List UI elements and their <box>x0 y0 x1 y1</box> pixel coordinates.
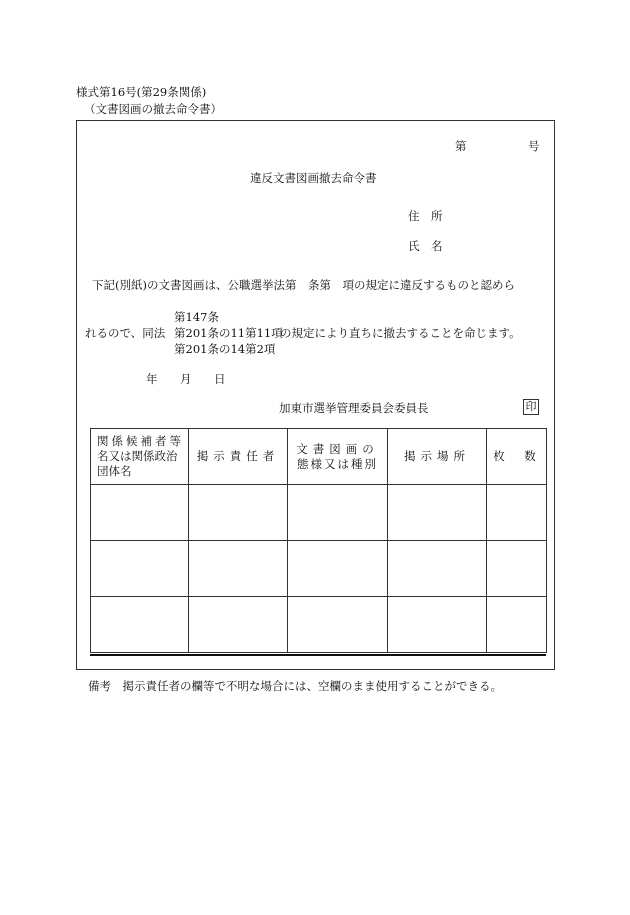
body-line-2-suffix: の規定により直ちに撤去することを命じます。 <box>280 326 521 340</box>
header-candidate-line: 関係候補者等 <box>97 434 184 448</box>
table-bottom-rule <box>90 654 546 656</box>
header-location-text: 掲示場所 <box>404 449 470 463</box>
table-cell <box>189 485 288 541</box>
table-cell <box>388 485 487 541</box>
table-cell <box>91 541 189 597</box>
seal-mark: 印 <box>523 399 539 415</box>
table-cell <box>288 541 388 597</box>
date-year: 年 <box>146 372 158 386</box>
header-candidate-line: 団体名 <box>97 464 132 478</box>
header-poster-text: 掲示責任者 <box>196 449 280 463</box>
table-cell <box>91 485 189 541</box>
header-count-text: 枚 数 <box>493 449 540 463</box>
body-option-2: 第201条の11第11項 <box>174 326 283 340</box>
form-subtitle: （文書図画の撤去命令書） <box>84 102 222 116</box>
table-cell <box>487 541 547 597</box>
table-cell <box>487 597 547 653</box>
table-cell <box>487 485 547 541</box>
header-candidate-line: 名又は関係政治 <box>97 449 178 463</box>
table-row <box>91 597 547 653</box>
doc-number-go: 号 <box>528 139 540 153</box>
body-option-3: 第201条の14第2項 <box>174 342 276 356</box>
header-poster <box>189 429 288 485</box>
table-cell <box>288 597 388 653</box>
posting-table <box>90 428 547 653</box>
table-row <box>91 485 547 541</box>
footnote: 備考 掲示責任者の欄等で不明な場合には、空欄のまま使用することができる。 <box>88 679 502 693</box>
form-number: 様式第16号(第29条関係) <box>76 85 207 99</box>
table-cell <box>388 597 487 653</box>
table-cell <box>388 541 487 597</box>
table-cell <box>189 597 288 653</box>
address-label: 住 所 <box>408 209 443 223</box>
name-label: 氏 名 <box>408 239 443 253</box>
doc-number-dai: 第 <box>455 139 467 153</box>
header-candidate <box>91 429 189 485</box>
table-cell <box>288 485 388 541</box>
date-month: 月 <box>180 372 192 386</box>
table-cell <box>189 541 288 597</box>
date-day: 日 <box>214 372 226 386</box>
header-document-type-line: 態様又は種別 <box>297 456 378 471</box>
table-row <box>91 541 547 597</box>
body-line-1: 下記(別紙)の文書図画は、公職選挙法第 条第 項の規定に違反するものと認めら <box>92 278 515 292</box>
table-cell <box>91 597 189 653</box>
document-title: 違反文書図画撤去命令書 <box>250 171 377 185</box>
body-option-1: 第147条 <box>174 310 219 324</box>
header-location <box>388 429 487 485</box>
table-header-row <box>91 429 547 485</box>
header-document-type-line: 文書図画の <box>296 441 379 456</box>
header-document-type <box>288 429 388 485</box>
header-count <box>487 429 547 485</box>
issuer: 加東市選挙管理委員会委員長 <box>279 401 429 415</box>
body-line-2-prefix: れるので、同法 <box>85 326 166 340</box>
